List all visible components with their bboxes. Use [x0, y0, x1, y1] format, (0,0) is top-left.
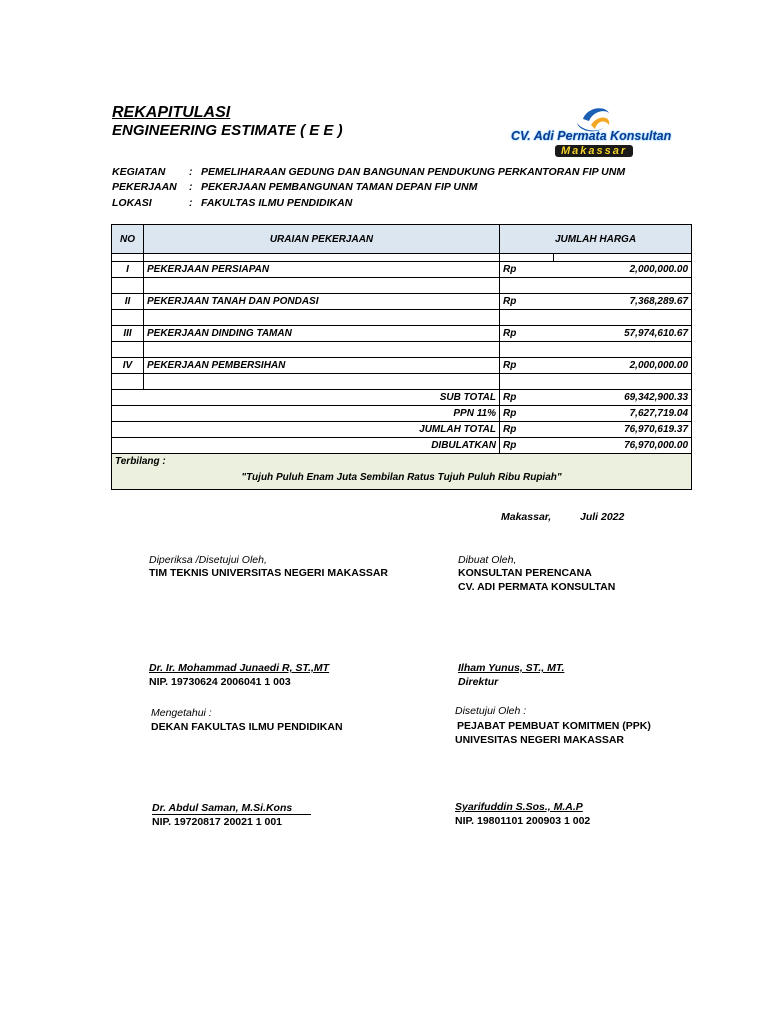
- row-no: II: [112, 294, 144, 310]
- row-no: I: [112, 262, 144, 278]
- row-amount: 57,974,610.67: [554, 326, 692, 342]
- sig-right1-id: Direktur: [458, 676, 499, 688]
- summary-amount: 76,970,619.37: [554, 422, 692, 438]
- date: Juli 2022: [580, 511, 625, 523]
- table-row: [112, 262, 692, 278]
- document-title: REKAPITULASI: [112, 104, 231, 121]
- summary-label: SUB TOTAL: [112, 390, 500, 406]
- row-currency: Rp: [500, 358, 554, 374]
- sig-right2-org: PEJABAT PEMBUAT KOMITMEN (PPK): [457, 720, 651, 732]
- info-sep-pekerjaan: :: [189, 181, 193, 193]
- table-header-row: [112, 225, 692, 254]
- terbilang-label: Terbilang :: [115, 456, 166, 467]
- terbilang-cell: [112, 454, 692, 490]
- document-subtitle: ENGINEERING ESTIMATE ( E E ): [112, 122, 343, 139]
- info-label-pekerjaan: PEKERJAAN: [112, 181, 177, 193]
- sig-left1-org: TIM TEKNIS UNIVERSITAS NEGERI MAKASSAR: [149, 567, 388, 579]
- row-no: IV: [112, 358, 144, 374]
- sig-left2-id: NIP. 19720817 20021 1 001: [152, 816, 283, 828]
- terbilang-row: [112, 454, 692, 490]
- row-currency: Rp: [500, 326, 554, 342]
- header-jumlah: JUMLAH HARGA: [500, 225, 692, 254]
- header-uraian: URAIAN PEKERJAAN: [144, 225, 500, 254]
- summary-currency: Rp: [500, 422, 554, 438]
- sig-left2-role: Mengetahui :: [151, 707, 212, 719]
- summary-currency: Rp: [500, 390, 554, 406]
- table-row: [112, 358, 692, 374]
- row-currency: Rp: [500, 262, 554, 278]
- summary-label: PPN 11%: [112, 406, 500, 422]
- sig-right1-org2: CV. ADI PERMATA KONSULTAN: [458, 581, 616, 593]
- recap-table: [111, 224, 692, 490]
- sig-right2-org2: UNIVESITAS NEGERI MAKASSAR: [455, 734, 624, 746]
- company-logo: [505, 105, 685, 161]
- row-uraian: PEKERJAAN PERSIAPAN: [144, 262, 500, 278]
- row-no: III: [112, 326, 144, 342]
- summary-label: JUMLAH TOTAL: [112, 422, 500, 438]
- summary-row-subtotal: [112, 390, 692, 406]
- summary-label: DIBULATKAN: [112, 438, 500, 454]
- row-amount: 7,368,289.67: [554, 294, 692, 310]
- row-uraian: PEKERJAAN TANAH DAN PONDASI: [144, 294, 500, 310]
- summary-amount: 76,970,000.00: [554, 438, 692, 454]
- sig-right2-name: Syarifuddin S.Sos., M.A.P: [455, 801, 583, 813]
- info-label-kegiatan: KEGIATAN: [112, 166, 166, 178]
- header-no: NO: [112, 225, 144, 254]
- logo-city: Makassar: [555, 145, 633, 157]
- sig-right1-role: Dibuat Oleh,: [458, 554, 517, 566]
- sig-left1-id: NIP. 19730624 2006041 1 003: [149, 676, 291, 688]
- summary-row-ppn: [112, 406, 692, 422]
- blank-row: [112, 374, 692, 390]
- blank-row: [112, 278, 692, 294]
- row-uraian: PEKERJAAN DINDING TAMAN: [144, 326, 500, 342]
- info-sep-lokasi: :: [189, 197, 193, 209]
- table-row: [112, 326, 692, 342]
- sig-left1-role: Diperiksa /Disetujui Oleh,: [149, 554, 267, 566]
- blank-row: [112, 310, 692, 326]
- row-uraian: PEKERJAAN PEMBERSIHAN: [144, 358, 500, 374]
- info-value-lokasi: FAKULTAS ILMU PENDIDIKAN: [201, 197, 353, 209]
- place: Makassar,: [501, 511, 552, 523]
- logo-company-name: CV. Adi Permata Konsultan: [511, 129, 672, 143]
- sig-right2-id: NIP. 19801101 200903 1 002: [455, 815, 591, 827]
- summary-row-total: [112, 422, 692, 438]
- sig-right2-role: Disetujui Oleh :: [455, 705, 527, 717]
- terbilang-text: "Tujuh Puluh Enam Juta Sembilan Ratus Tujuh Puluh Ribu Rupiah": [241, 472, 562, 483]
- table-row: [112, 294, 692, 310]
- summary-amount: 7,627,719.04: [554, 406, 692, 422]
- info-value-pekerjaan: PEKERJAAN PEMBANGUNAN TAMAN DEPAN FIP UNM: [201, 181, 478, 193]
- summary-row-rounded: [112, 438, 692, 454]
- sig-left1-name: Dr. Ir. Mohammad Junaedi R, ST.,MT: [149, 662, 330, 674]
- info-label-lokasi: LOKASI: [112, 197, 152, 209]
- sig-left2-name: Dr. Abdul Saman, M.Si.Kons: [152, 802, 311, 815]
- info-sep-kegiatan: :: [189, 166, 193, 178]
- summary-amount: 69,342,900.33: [554, 390, 692, 406]
- blank-row: [112, 342, 692, 358]
- row-amount: 2,000,000.00: [554, 262, 692, 278]
- sig-right1-name: Ilham Yunus, ST., MT.: [458, 662, 565, 674]
- summary-currency: Rp: [500, 438, 554, 454]
- row-currency: Rp: [500, 294, 554, 310]
- row-amount: 2,000,000.00: [554, 358, 692, 374]
- summary-currency: Rp: [500, 406, 554, 422]
- sig-left2-org: DEKAN FAKULTAS ILMU PENDIDIKAN: [151, 721, 343, 733]
- info-value-kegiatan: PEMELIHARAAN GEDUNG DAN BANGUNAN PENDUKUNG PERKANTORAN FIP UNM: [201, 166, 626, 178]
- sig-right1-org: KONSULTAN PERENCANA: [458, 567, 592, 579]
- spacer-row: [112, 254, 692, 262]
